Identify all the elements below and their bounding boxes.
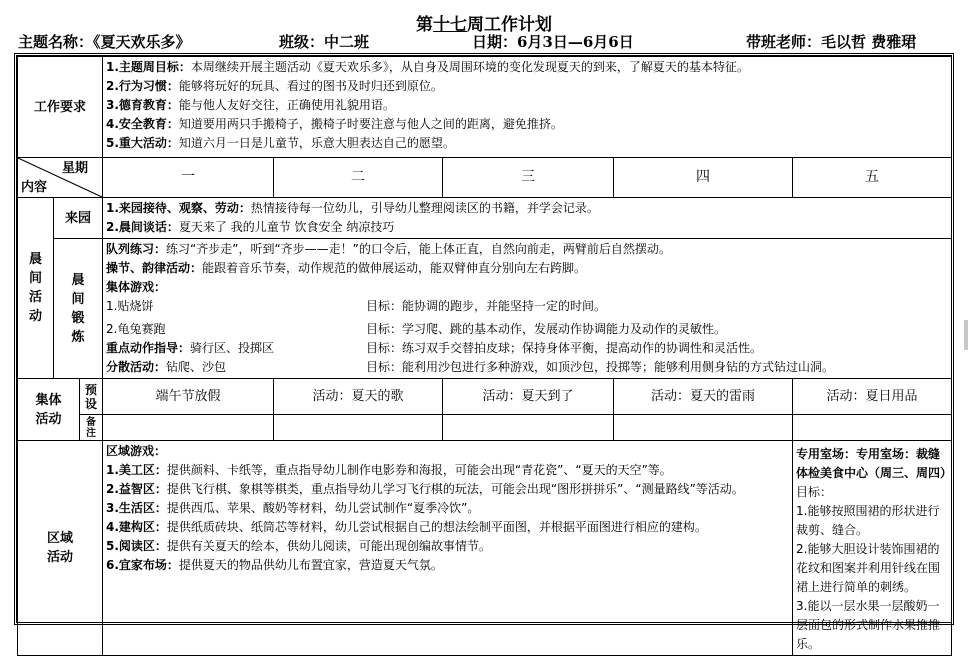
- work-item: 3.德育教育：能与他人友好交往，正确使用礼貌用语。: [106, 98, 395, 112]
- morning-exercise-content: 队列练习：练习“齐步走”，听到“齐步——走！”的口令后，能上体正直，自然向前走，两臂前后自然摆动。 操节、韵律活动：能跟着音乐节奏，动作规范的做伸展运动，能双臂伸直分别向左右跨脚。 集体游戏： 1.贴烧饼 目标：能协调的跑步，并能坚持一定的时间。 2.龟兔赛跑 目标：学习爬、跳的基本动作，发展动作协调能力及动作的灵敏性。 重点动作指导：骑行区、投掷区 目标：练习双手交替拍皮球；保持身体平衡，提高动作的协调性和灵活性。 分散活动：钻爬、沙包 目标：能利用沙包进行多种游戏，如顶沙包，投掷等；能够利用侧身钻的方式钻过山洞。: [103, 239, 952, 379]
- game-row: 2.龟兔赛跑 目标：学习爬、跳的基本动作，发展动作协调能力及动作的灵敏性。: [106, 322, 727, 336]
- area-item: 5.阅读区：提供有关夏天的绘本，供幼儿阅读，可能出现创编故事情节。: [106, 539, 491, 553]
- teachers: 带班老师：毛以哲 费雅珺: [746, 33, 917, 51]
- special-goal: 3.能以一层水果一层酸奶一层面包的形式制作水果推推乐。: [796, 599, 941, 651]
- activity-monday: 端午节放假: [103, 379, 274, 415]
- note-monday: [103, 415, 274, 441]
- special-goal: 1.能够按照围裙的形状进行裁剪、缝合。: [796, 504, 940, 537]
- special-goal: 2.能够大胆设计装饰围裙的花纹和图案并利用针线在围裙上进行简单的刺绣。: [796, 542, 941, 594]
- work-requirements-label: 工作要求: [18, 57, 103, 158]
- note-friday: [793, 415, 952, 441]
- weekday-corner-cell: [18, 158, 103, 198]
- day-thursday: 四: [614, 158, 793, 198]
- work-item: 5.重大活动：知道六月一日是儿童节，乐意大胆表达自己的愿望。: [106, 136, 455, 150]
- work-plan-table: [17, 56, 952, 656]
- activity-friday: 活动：夏日用品: [793, 379, 952, 415]
- area-item: 4.建构区：提供纸质砖块、纸筒芯等材料，幼儿尝试根据自己的想法绘制平面图，并根据平面图进行相应的建构。: [106, 520, 707, 534]
- day-tuesday: 二: [274, 158, 443, 198]
- note-label: 备 注: [80, 415, 103, 441]
- area-activities-label: 区域 活动: [18, 441, 103, 656]
- activity-tuesday: 活动：夏天的歌: [274, 379, 443, 415]
- note-tuesday: [274, 415, 443, 441]
- group-activities-label: 集体 活动: [18, 379, 80, 441]
- date-range: 日期：6月3日—6月6日: [472, 33, 634, 51]
- weekday-corner-label: 星期: [61, 161, 88, 176]
- scrollbar-thumb[interactable]: [964, 320, 968, 350]
- work-requirements-content: [103, 57, 952, 158]
- game-row: 1.贴烧饼 目标：能协调的跑步，并能坚持一定的时间。: [106, 299, 607, 313]
- day-monday: 一: [103, 158, 274, 198]
- page-title: 第十七周工作计划: [416, 15, 552, 35]
- activity-wednesday: 活动：夏天到了: [443, 379, 614, 415]
- note-thursday: [614, 415, 793, 441]
- area-item: 2.益智区：提供飞行棋、象棋等棋类，重点指导幼儿学习飞行棋的玩法，可能会出现“图形拼拼乐”、“测量路线”等活动。: [106, 482, 744, 496]
- work-item: 2.行为习惯：能够将玩好的玩具、看过的图书及时归还到原位。: [106, 79, 443, 93]
- area-item: 6.宜家布场：提供夏天的物品供幼儿布置宜家，营造夏天气氛。: [106, 558, 443, 572]
- special-room-content: 专用室场：专用室场：裁缝体检美食中心（周三、周四） 目标： 1.能够按照围裙的形状进行裁剪、缝合。 2.能够大胆设计装饰围裙的花纹和图案并利用针线在围裙上进行简单的刺绣。 3.能以一层水果一层酸奶一层面包的形式制作水果推推乐。: [793, 441, 952, 656]
- morning-activities-label: 晨 间 活 动: [18, 198, 54, 379]
- morning-exercise-label: 晨 间 锻 炼: [54, 239, 103, 379]
- day-friday: 五: [793, 158, 952, 198]
- area-item: 1.美工区：提供颜料、卡纸等，重点指导幼儿制作电影券和海报，可能会出现“青花瓷”、“夏天的天空”等。: [106, 463, 672, 477]
- note-wednesday: [443, 415, 614, 441]
- class-name: 班级：中二班: [279, 33, 370, 51]
- preset-label: 预 设: [80, 379, 103, 415]
- arrival-content: 1.来园接待、观察、劳动：热情接待每一位幼儿，引导幼儿整理阅读区的书籍，并学会记录。 2.晨间谈话：夏天来了 我的儿童节 饮食安全 纳凉技巧: [103, 198, 952, 239]
- activity-thursday: 活动：夏天的雷雨: [614, 379, 793, 415]
- special-room-title: 专用室场：专用室场：裁缝体检美食中心（周三、周四）: [796, 447, 953, 480]
- dispersed-row: 分散活动：钻爬、沙包 目标：能利用沙包进行多种游戏，如顶沙包，投掷等；能够利用侧身钻的方式钻过山洞。: [106, 360, 835, 374]
- arrival-label: 来园: [54, 198, 103, 239]
- work-item: 1.主题周目标：本周继续开展主题活动《夏天欢乐多》，从自身及周围环境的变化发现夏天的到来，了解夏天的基本特征。: [106, 60, 749, 74]
- area-item: 3.生活区：提供西瓜、苹果、酸奶等材料，幼儿尝试制作“夏季冷饮”。: [106, 501, 480, 515]
- day-wednesday: 三: [443, 158, 614, 198]
- theme-name: 主题名称：《夏天欢乐多》: [18, 33, 191, 51]
- key-movement-row: 重点动作指导：骑行区、投掷区 目标：练习双手交替拍皮球；保持身体平衡，提高动作的协调性和灵活性。: [106, 341, 763, 355]
- work-item: 4.安全教育：知道要用两只手搬椅子，搬椅子时要注意与他人之间的距离，避免推挤。: [106, 117, 563, 131]
- area-games-content: 区域游戏： 1.美工区：提供颜料、卡纸等，重点指导幼儿制作电影券和海报，可能会出现“青花瓷”、“夏天的天空”等。 2.益智区：提供飞行棋、象棋等棋类，重点指导幼儿学习飞行棋的玩法，可能会出现“图形拼拼乐”、“测量路线”等活动。 3.生活区：提供西瓜、苹果、酸奶等材料，幼儿尝试制作“夏季冷饮”。 4.建构区：提供纸质砖块、纸筒芯等材料，幼儿尝试根据自己的想法绘制平面图，并根据平面图进行相应的建构。 5.阅读区：提供有关夏天的绘本，供幼儿阅读，可能出现创编故事情节。 6.宜家布场：提供夏天的物品供幼儿布置宜家，营造夏天气氛。: [103, 441, 793, 656]
- content-corner-label: 内容: [21, 180, 48, 195]
